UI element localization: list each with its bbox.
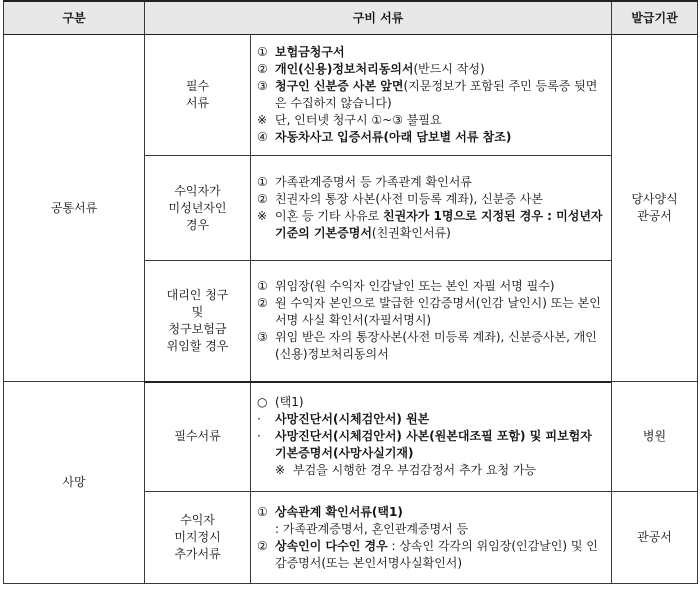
list-item: ② 상속인이 다수인 경우 : 상속인 각각의 위임장(인감날인) 및 인감증명서(또는 본인서명사실확인서)	[257, 538, 598, 570]
common-minor-docs	[251, 156, 612, 261]
list-item: ② 원 수익자 본인으로 발급한 인감증명서(인감 날인시) 또는 본인 서명 사실 확인서(자필서명시)	[257, 296, 601, 328]
death-unassigned-issuer: 관공서	[612, 492, 698, 584]
header-documents: 구비 서류	[145, 1, 612, 35]
death-required-label: 필수서류	[145, 382, 251, 492]
death-required-issuer: 병원	[612, 382, 698, 492]
list-item: ① 상속관계 확인서류(택1)	[257, 504, 403, 519]
list-item: · 사망진단서(시체검안서) 원본	[257, 412, 430, 427]
common-required-label: 필수 서류	[145, 35, 251, 156]
death-category: 사망	[4, 382, 145, 584]
list-item: ④ 자동차사고 입증서류(아래 담보별 서류 참조)	[257, 130, 512, 144]
common-category: 공통서류	[4, 35, 145, 382]
list-item: ② 개인(신용)정보처리동의서(반드시 작성)	[257, 62, 485, 76]
header-issuer: 발급기관	[612, 1, 698, 35]
list-item: : 가족관계증명서, 혼인관계증명서 등	[275, 521, 469, 536]
list-item: ② 친권자의 통장 사본(사전 미등록 계좌), 신분증 사본	[257, 192, 543, 206]
common-issuer: 당사양식 관공서	[612, 35, 698, 382]
common-proxy-label: 대리인 청구 및 청구보험금 위임할 경우	[145, 261, 251, 382]
required-documents-table	[3, 0, 698, 584]
list-item: ③ 청구인 신분증 사본 앞면(지문정보가 포함된 주민 등록증 뒷면은 수집하지 않습니다)	[257, 79, 598, 110]
list-item: ※ 부검을 시행한 경우 부검감정서 추가 요청 가능	[275, 463, 537, 478]
list-item: ③ 위임 받은 자의 통장사본(사전 미등록 계좌), 신분증사본, 개인(신용)정보처리동의서	[257, 330, 597, 362]
death-unassigned-label: 수익자 미지정시 추가서류	[145, 492, 251, 584]
common-required-row	[4, 35, 698, 156]
death-unassigned-docs	[251, 492, 612, 584]
common-proxy-docs	[251, 261, 612, 382]
list-item: ○ (택1)	[257, 395, 304, 410]
death-required-docs	[251, 382, 612, 492]
common-required-docs	[251, 35, 612, 156]
table-header-row	[4, 1, 698, 35]
header-category: 구분	[4, 1, 145, 35]
list-item: ① 위임장(원 수익자 인감날인 또는 본인 자필 서명 필수)	[257, 279, 555, 294]
list-item: ※ 단, 인터넷 청구시 ①~③ 불필요	[257, 113, 442, 127]
death-required-row	[4, 382, 698, 492]
list-item: ① 보험금청구서	[257, 45, 345, 59]
list-item: ① 가족관계증명서 등 가족관계 확인서류	[257, 175, 472, 189]
list-item: · 사망진단서(시체검안서) 사본(원본대조필 포함) 및 피보험자 기본증명서(사망사실기재)	[257, 429, 592, 461]
list-item: ※ 이혼 등 기타 사유로 친권자가 1명으로 지정된 경우 : 미성년자 기준의 기본증명서(친권확인서류)	[257, 209, 603, 240]
common-minor-label: 수익자가 미성년자인 경우	[145, 156, 251, 261]
